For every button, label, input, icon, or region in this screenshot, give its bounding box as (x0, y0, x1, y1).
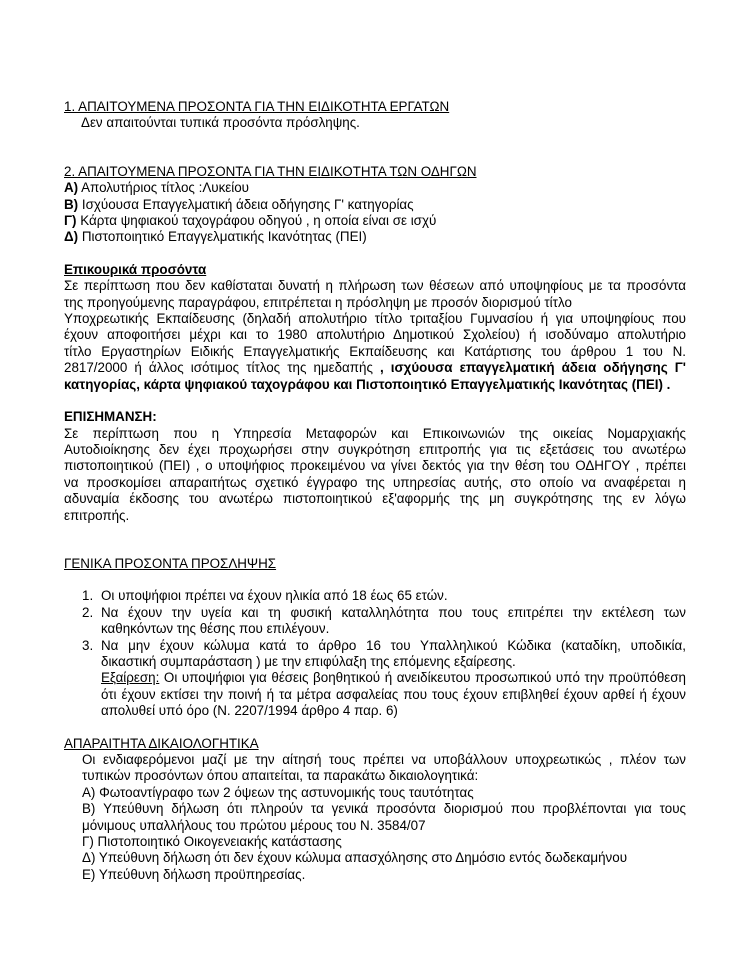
documents-block (64, 752, 686, 883)
list-number: 2. (82, 604, 94, 620)
spacer (64, 572, 686, 588)
exception-block (64, 670, 686, 719)
list-number: 1. (82, 588, 94, 604)
exception-line: ότι έχουν εκτίσει την ποινή ή τα μέτρα ασφαλείας που τους έχουν επιβληθεί έχουν αρθεί ή έχουν (101, 686, 686, 702)
spacer (64, 246, 686, 262)
documents-intro-line: τυπικών προσόντων όπου απαιτείται, τα παρακάτω δικαιολογητικά: (82, 768, 479, 784)
notice-line: πιστοποιητικού (ΠΕΙ) , ο υποψήφιος προκειμένου να γίνει δεκτός για την θέση του ΟΔΗΓΟΥ , πρέπει (64, 458, 686, 474)
requirement-text: Ισχύουσα Επαγγελματική άδεια οδήγησης Γ' κατηγορίας (78, 196, 414, 212)
spacer (64, 132, 686, 164)
list-item (64, 605, 686, 638)
general-requirements-list (64, 588, 686, 670)
auxiliary-bold-line: κατηγορίας, κάρτα ψηφιακού ταχογράφου και Πιστοποιητικό Επαγγελματικής Ικανότητας (ΠΕΙ) . (64, 376, 671, 392)
requirement-letter: Α) (64, 180, 79, 196)
notice-line: αδυναμία έκδοσης του ανωτέρω πιστοποιητικού εξ'αφορμής της μη συγκρότησης της εν λόγω (64, 491, 686, 507)
list-item-text: καθηκόντων της θέσης που επιλέγουν. (101, 621, 330, 637)
section-workers-heading: 1. ΑΠΑΙΤΟΥΜΕΝΑ ΠΡΟΣΟΝΤΑ ΓΙΑ ΤΗΝ ΕΙΔΙΚΟΤΗΤΑ ΕΡΓΑΤΩΝ (64, 99, 450, 114)
requirement-letter: Β) (64, 196, 79, 212)
requirement-text: Κάρτα ψηφιακού ταχογράφου οδηγού , η οποία είναι σε ισχύ (76, 213, 437, 229)
document-item-b-continued: μόνιμους υπαλλήλους του πρώτου μέρους του Ν. 3584/07 (82, 817, 426, 833)
general-heading: ΓΕΝΙΚΑ ΠΡΟΣΟΝΤΑ ΠΡΟΣΛΗΨΗΣ (64, 555, 277, 571)
notice-line: επιτροπής. (64, 507, 130, 523)
auxiliary-line: Υποχρεωτικής Εκπαίδευσης (δηλαδή απολυτήριο τίτλο τριταξίου Γυμνασίου ή για υποψηφίους που (64, 311, 686, 327)
document-item-b: Β) Υπεύθυνη δήλωση ότι πληρούν τα γενικά προσόντα διορισμού που προβλέπονται για τους (82, 801, 686, 817)
requirement-letter: Γ) (64, 213, 77, 229)
auxiliary-plain: 2817/2000 ή άλλος ισότιμος τίτλος της ημεδαπής (64, 360, 380, 376)
exception-line (101, 670, 686, 686)
driver-requirement-a (64, 180, 686, 196)
driver-requirement-b (64, 197, 686, 213)
documents-heading: ΑΠΑΡΑΙΤΗΤΑ ΔΙΚΑΙΟΛΟΓΗΤΙΚΑ (64, 735, 259, 751)
requirement-letter: Δ) (64, 229, 79, 245)
list-item (64, 588, 686, 604)
list-item-text: δικαστική συμπαράσταση ) με την επιφύλαξη της επόμενης εξαίρεσης. (101, 653, 516, 669)
exception-line: απολυθεί υπό όρο (Ν. 2207/1994 άρθρο 4 παρ. 6) (101, 703, 398, 719)
notice-heading: ΕΠΙΣΗΜΑΝΣΗ: (64, 409, 157, 425)
list-item-text: Οι υποψήφιοι πρέπει να έχουν ηλικία από 18 έως 65 ετών. (101, 588, 448, 604)
auxiliary-line (64, 360, 686, 376)
driver-requirement-d (64, 229, 686, 245)
spacer (64, 720, 686, 736)
spacer (64, 524, 686, 556)
documents-intro-line: Οι ενδιαφερόμενοι μαζί με την αίτησή τους πρέπει να υποβάλλουν υποχρεωτικώς , πλέον των (82, 752, 686, 767)
list-item (64, 638, 686, 671)
list-item-text: Να μην έχουν κώλυμα κατά το άρθρο 16 του Υπαλληλικού Κώδικα (καταδίκη, υποδικία, (101, 637, 686, 653)
exception-label: Εξαίρεση: (101, 670, 160, 686)
notice-line: να προσκομίσει απαραιτήτως σχετικό έγγραφο της υπηρεσίας αυτής, στο οποίο να αναφέρεται η (64, 474, 686, 490)
auxiliary-line: έχουν αποφοιτήσει μέχρι και το 1980 απολυτήριο Δημοτικού Σχολείου) ή ισοδύναμο απολυτήριο (64, 327, 686, 343)
auxiliary-line: της προηγούμενης παραγράφου, επιτρέπεται η πρόσληψη με προσόν διορισμού τίτλο (64, 294, 572, 310)
exception-text: Οι υποψήφιοι για θέσεις βοηθητικού ή ανειδίκευτου προσωπικού υπό την προϋπόθεση (159, 670, 686, 686)
document-body (64, 99, 686, 883)
document-item-e: Ε) Υπεύθυνη δήλωση προϋπηρεσίας. (82, 866, 306, 882)
spacer (64, 393, 686, 409)
list-number: 3. (82, 637, 94, 653)
driver-requirement-c (64, 213, 686, 229)
requirement-text: Πιστοποιητικό Επαγγελματικής Ικανότητας (ΠΕΙ) (78, 229, 367, 245)
notice-line: Σε περίπτωση που η Υπηρεσία Μεταφορών και Επικοινωνιών της οικείας Νομαρχιακής (64, 425, 686, 441)
auxiliary-bold: , ισχύουσα επαγγελματική άδεια οδήγησης Γ' (379, 360, 686, 376)
list-item-text: Να έχουν την υγεία και τη φυσική καταλληλότητα που τους επιτρέπει την εκτέλεση των (101, 604, 686, 620)
auxiliary-line: Σε περίπτωση που δεν καθίσταται δυνατή η πλήρωση των θέσεων από υποψηφίους με τα προσόντα (64, 278, 686, 294)
document-item-d: Δ) Υπεύθυνη δήλωση ότι δεν έχουν κώλυμα απασχόλησης στο Δημόσιο εντός δωδεκαμήνου (82, 850, 628, 866)
requirement-text: Απολυτήριος τίτλος :Λυκείου (78, 180, 250, 196)
auxiliary-heading: Επικουρικά προσόντα (64, 261, 207, 277)
section-drivers-heading: 2. ΑΠΑΙΤΟΥΜΕΝΑ ΠΡΟΣΟΝΤΑ ΓΙΑ ΤΗΝ ΕΙΔΙΚΟΤΗΤΑ ΤΩΝ ΟΔΗΓΩΝ (64, 163, 477, 179)
document-item-c: Γ) Πιστοποιητικό Οικογενειακής κατάστασης (82, 834, 342, 850)
auxiliary-line: τίτλο Εργαστηρίων Ειδικής Επαγγελματικής Εκπαίδευσης και Κατάρτισης του άρθρου 1 του Ν. (64, 343, 686, 359)
notice-line: Αυτοδιοίκησης δεν έχει προχωρήσει στην συγκρότηση επιτροπής για τις εξετάσεις του ανωτέρω (64, 441, 686, 457)
document-item-a: Α) Φωτοαντίγραφο των 2 όψεων της αστυνομικής τους ταυτότητας (82, 784, 474, 800)
section-workers-text: Δεν απαιτούνται τυπικά προσόντα πρόσληψης. (81, 115, 360, 131)
